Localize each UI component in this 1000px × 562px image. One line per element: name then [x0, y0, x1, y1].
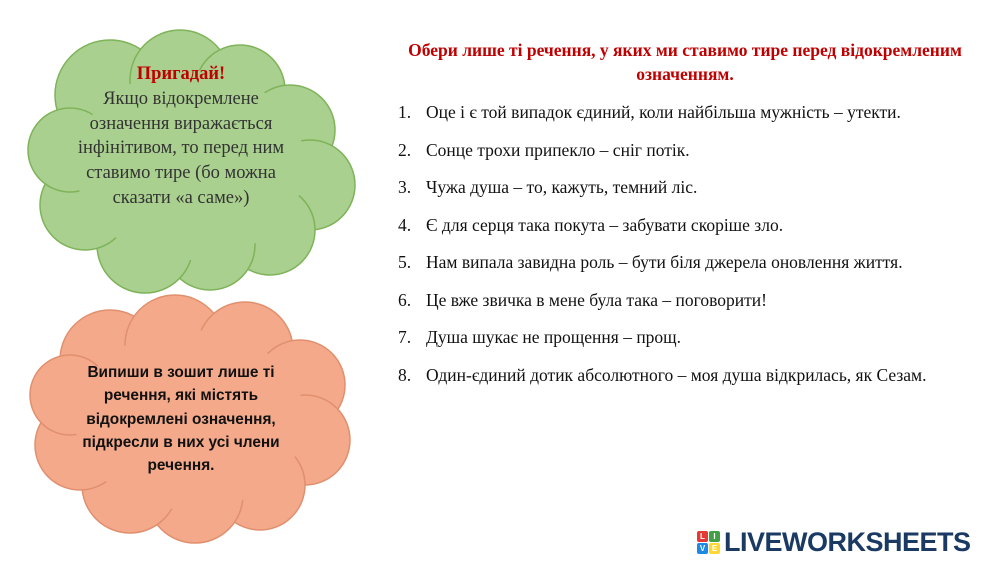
list-item[interactable]	[398, 357, 978, 395]
list-item[interactable]	[398, 169, 978, 207]
liveworksheets-logo	[697, 527, 971, 557]
list-item[interactable]	[398, 244, 978, 282]
item-number: 2.	[398, 139, 412, 160]
logo-block: L	[697, 531, 708, 542]
orange-cloud-text: Випиши в зошит лише ті речення, які містять відокремлені означення, підкресли в них усі члени речення.	[82, 364, 280, 475]
logo-block: E	[709, 543, 720, 554]
remember-text: Якщо відокремлене означення виражається інфінітивом, то перед ним ставимо тире (бо можна сказати «а саме»)	[77, 88, 285, 208]
item-text: Є для серця така покута – забувати скоріше зло.	[426, 214, 784, 235]
item-number: 1.	[398, 102, 412, 122]
list-item[interactable]	[398, 282, 978, 320]
item-text: Оце і є той випадок єдиний, коли найбільша мужність – утекти.	[426, 102, 901, 122]
sentence-list	[398, 94, 978, 394]
list-item[interactable]	[398, 94, 978, 132]
task-heading: Обери лише ті речення, у яких ми ставимо тире перед відокремленим означенням.	[408, 40, 962, 84]
item-text: Сонце трохи припекло – сніг потік.	[426, 139, 690, 160]
item-text: Це вже звичка в мене була така – поговорити!	[426, 289, 767, 310]
list-item[interactable]	[398, 207, 978, 245]
item-number: 5.	[398, 252, 412, 272]
item-number: 6.	[398, 289, 412, 310]
item-text: Один-єдиний дотик абсолютного – моя душа відкрилась, як Сезам.	[426, 364, 927, 385]
logo-icon	[697, 531, 720, 554]
list-item[interactable]	[398, 319, 978, 357]
item-number: 7.	[398, 327, 412, 347]
logo-block: I	[709, 531, 720, 542]
item-number: 8.	[398, 364, 412, 385]
item-text: Душа шукає не прощення – прощ.	[426, 327, 682, 347]
item-text: Нам випала завидна роль – бути біля джерела оновлення життя.	[426, 252, 903, 272]
remember-title: Пригадай!	[136, 64, 226, 84]
logo-text: LIVEWORKSHEETS	[724, 526, 971, 557]
green-cloud-text	[70, 62, 292, 211]
logo-block: V	[697, 543, 708, 554]
item-number: 3.	[398, 177, 412, 197]
list-item[interactable]	[398, 132, 978, 170]
item-text: Чужа душа – то, кажуть, темний ліс.	[426, 177, 698, 197]
item-number: 4.	[398, 214, 412, 235]
